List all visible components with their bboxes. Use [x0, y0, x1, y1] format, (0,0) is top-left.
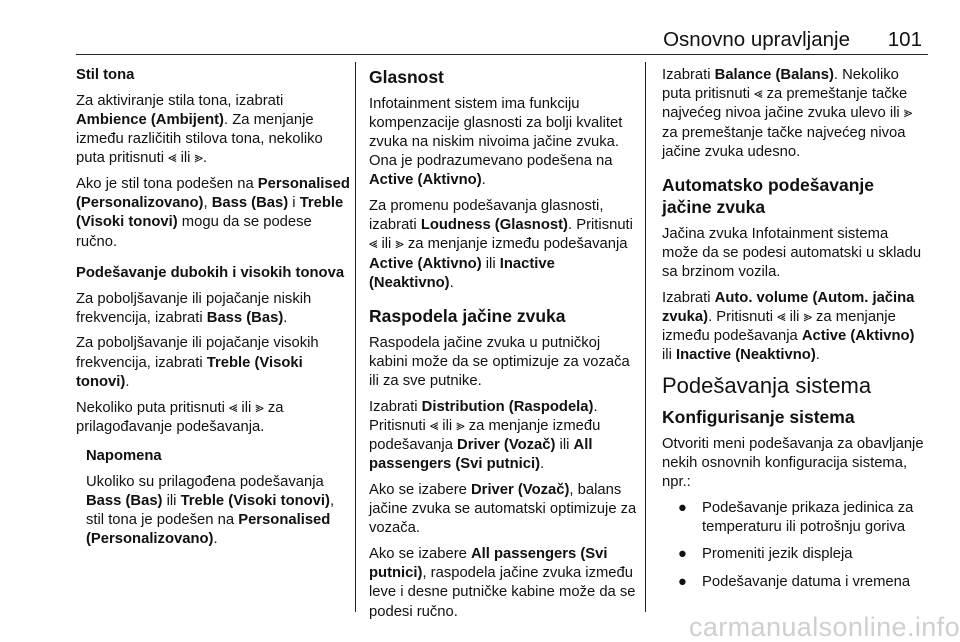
text-run: . — [283, 309, 288, 326]
text-run: Ukoliko su prilagođena podešavanja — [86, 473, 324, 490]
ui-term: Inactive (Neaktivno) — [675, 347, 816, 364]
text-run: . — [125, 373, 130, 390]
ui-term: Treble (Visoki tonovi) — [180, 492, 330, 509]
column-1 — [76, 66, 350, 556]
running-title: Osnovno upravljanje — [663, 28, 850, 51]
ui-term: Bass (Bas) — [86, 492, 163, 509]
text-run: Za poboljšavanje ili pojačanje visokih frekvencija, izabrati — [76, 335, 319, 371]
text-run: . — [815, 347, 820, 364]
text-run: Izabrati — [662, 289, 715, 306]
text-run: Ako je stil tona podešen na — [76, 176, 258, 193]
paragraph — [76, 290, 350, 328]
text-run: Za promenu podešavanja glasnosti, izabrati — [369, 198, 604, 234]
bullet-text: Promeniti jezik displeja — [702, 546, 853, 563]
text-run: ili — [662, 347, 676, 364]
section-title-stil-tona: Stil tona — [76, 67, 135, 83]
bullet-icon: ● — [678, 500, 687, 517]
ui-term: Active (Aktivno) — [369, 255, 482, 272]
paragraph — [662, 66, 928, 162]
text-run: . — [449, 274, 454, 291]
bullet-list — [662, 499, 928, 592]
text-run: , raspodela jačine zvuka između leve i desne putničke kabine može da se podesi ručno. — [369, 565, 636, 620]
ui-term: Treble (Visoki tonovi) — [76, 354, 303, 390]
section-title-auto-volume: Automatsko podešavanje jačine zvuka — [662, 175, 874, 218]
text-run: mogu da se podese ručno. — [76, 214, 312, 250]
bullet-item — [662, 499, 928, 537]
text-run: Ako se izabere — [369, 481, 471, 498]
text-run: . Pritisnuti ⪡ ili ⪢ za menjanje između podešavanja — [662, 308, 896, 345]
text-run: Za aktiviranje stila tona, izabrati — [76, 92, 284, 109]
page-header — [76, 28, 928, 56]
text-run: . — [540, 456, 545, 473]
ui-term: Balance (Balans) — [714, 67, 834, 83]
ui-term: Driver (Vozač) — [471, 481, 570, 498]
ui-term: Auto. volume (Autom. jačina zvuka) — [662, 289, 915, 325]
bullet-icon: ● — [678, 573, 687, 590]
text-run: Otvoriti meni podešavanja za obavljanje nekih osnovnih konfiguracija sistema, npr.: — [662, 435, 924, 491]
paragraph — [369, 334, 639, 392]
chapter-title-podesavanja-sistema: Podešavanja sistema — [662, 372, 872, 398]
ui-term: Distribution (Raspodela) — [421, 398, 594, 415]
paragraph — [662, 289, 928, 366]
column-3 — [662, 66, 928, 600]
paragraph — [662, 435, 928, 493]
column-divider-1 — [355, 62, 356, 612]
text-run: ili — [162, 492, 181, 509]
ui-term: All passengers (Svi putnici) — [369, 437, 593, 473]
paragraph — [76, 92, 350, 169]
section-title-glasnost: Glasnost — [369, 67, 444, 87]
paragraph — [369, 95, 639, 191]
note-text — [86, 473, 350, 550]
bullet-item — [662, 545, 928, 564]
text-run: . Pritisnuti ⪡ ili ⪢ za menjanje između podešavanja — [369, 398, 601, 454]
ui-term: Inactive (Neaktivno) — [369, 255, 555, 291]
text-run: , — [203, 195, 212, 212]
paragraph — [662, 225, 928, 283]
ui-term: All passengers (Svi putnici) — [369, 546, 608, 582]
text-run: Nekoliko puta pritisnuti ⪡ ili ⪢ za prilagođavanje podešavanja. — [76, 399, 284, 435]
ui-term: Loudness (Glasnost) — [420, 217, 568, 234]
text-run: . Pritisnuti ⪡ ili ⪢ za menjanje između podešavanja — [369, 217, 633, 253]
bullet-text: Podešavanje prikaza jedinica za temperaturu ili potrošnju goriva — [702, 500, 914, 536]
ui-term: Personalised (Personalizovano) — [86, 512, 331, 548]
text-run: Jačina zvuka Infotainment sistema može da se podesi automatski u skladu sa brzinom vozila. — [662, 225, 922, 280]
text-run: . — [213, 531, 218, 548]
column-2 — [369, 66, 639, 628]
paragraph — [76, 334, 350, 392]
text-run: , balans jačine zvuka se automatski optimizuje za vozača. — [369, 481, 637, 537]
paragraph — [369, 481, 639, 539]
text-run: ili — [555, 437, 574, 454]
bullet-text: Podešavanje datuma i vremena — [702, 573, 911, 590]
text-run: i — [288, 195, 300, 212]
header-rule — [76, 54, 928, 55]
ui-term: Bass (Bas) — [206, 309, 284, 326]
note-box — [76, 447, 350, 550]
column-divider-2 — [645, 62, 646, 612]
text-run: . Za menjanje između različitih stilova tona, nekoliko puta pritisnuti ⪡ ili ⪢. — [76, 111, 323, 167]
ui-term: Ambience (Ambijent) — [76, 111, 224, 128]
paragraph — [76, 175, 350, 252]
ui-term: Active (Aktivno) — [369, 172, 482, 189]
text-run: , stil tona je podešen na — [86, 492, 335, 529]
note-title: Napomena — [86, 447, 162, 464]
section-title-bass-treble: Podešavanje dubokih i visokih tonova — [76, 264, 345, 281]
paragraph — [369, 545, 639, 622]
section-title-raspodela: Raspodela jačine zvuka — [369, 306, 566, 327]
page-number: 101 — [887, 28, 922, 51]
text-run: ili — [481, 255, 500, 272]
text-run: Infotainment sistem ima funkciju kompenzacije glasnosti za bolji kvalitet zvuka na niskim nivoima jačine zvuka. Ona je podrazumevano podešena na — [369, 95, 623, 170]
text-run: Za poboljšavanje ili pojačanje niskih frekvencija, izabrati — [76, 290, 312, 326]
section-title-konfigurisanje: Konfigurisanje sistema — [662, 407, 855, 428]
text-run: . — [481, 172, 486, 189]
watermark: carmanualsonline.info — [688, 612, 960, 642]
ui-term: Active (Aktivno) — [801, 328, 915, 345]
paragraph — [369, 398, 639, 475]
ui-term: Personalised (Personalizovano) — [76, 176, 350, 212]
ui-term: Treble (Visoki tonovi) — [76, 195, 344, 231]
text-run: Izabrati — [662, 67, 715, 83]
text-run: Ako se izabere — [369, 546, 471, 563]
bullet-item — [662, 573, 928, 592]
ui-term: Driver (Vozač) — [457, 437, 556, 454]
paragraph — [76, 399, 350, 437]
text-run: Raspodela jačine zvuka u putničkoj kabini može da se optimizuje za vozača ili za sve putnike. — [369, 334, 630, 389]
bullet-icon: ● — [678, 546, 687, 563]
text-run: . Nekoliko puta pritisnuti ⪡ za premeštanje tačke najvećeg nivoa jačine zvuka ulevo ili ⪢ za premeštanje tačke najvećeg nivoa jačine zvuka udesno. — [662, 67, 913, 160]
text-run: Izabrati — [369, 398, 422, 415]
paragraph — [369, 197, 639, 293]
ui-term: Bass (Bas) — [211, 195, 289, 212]
